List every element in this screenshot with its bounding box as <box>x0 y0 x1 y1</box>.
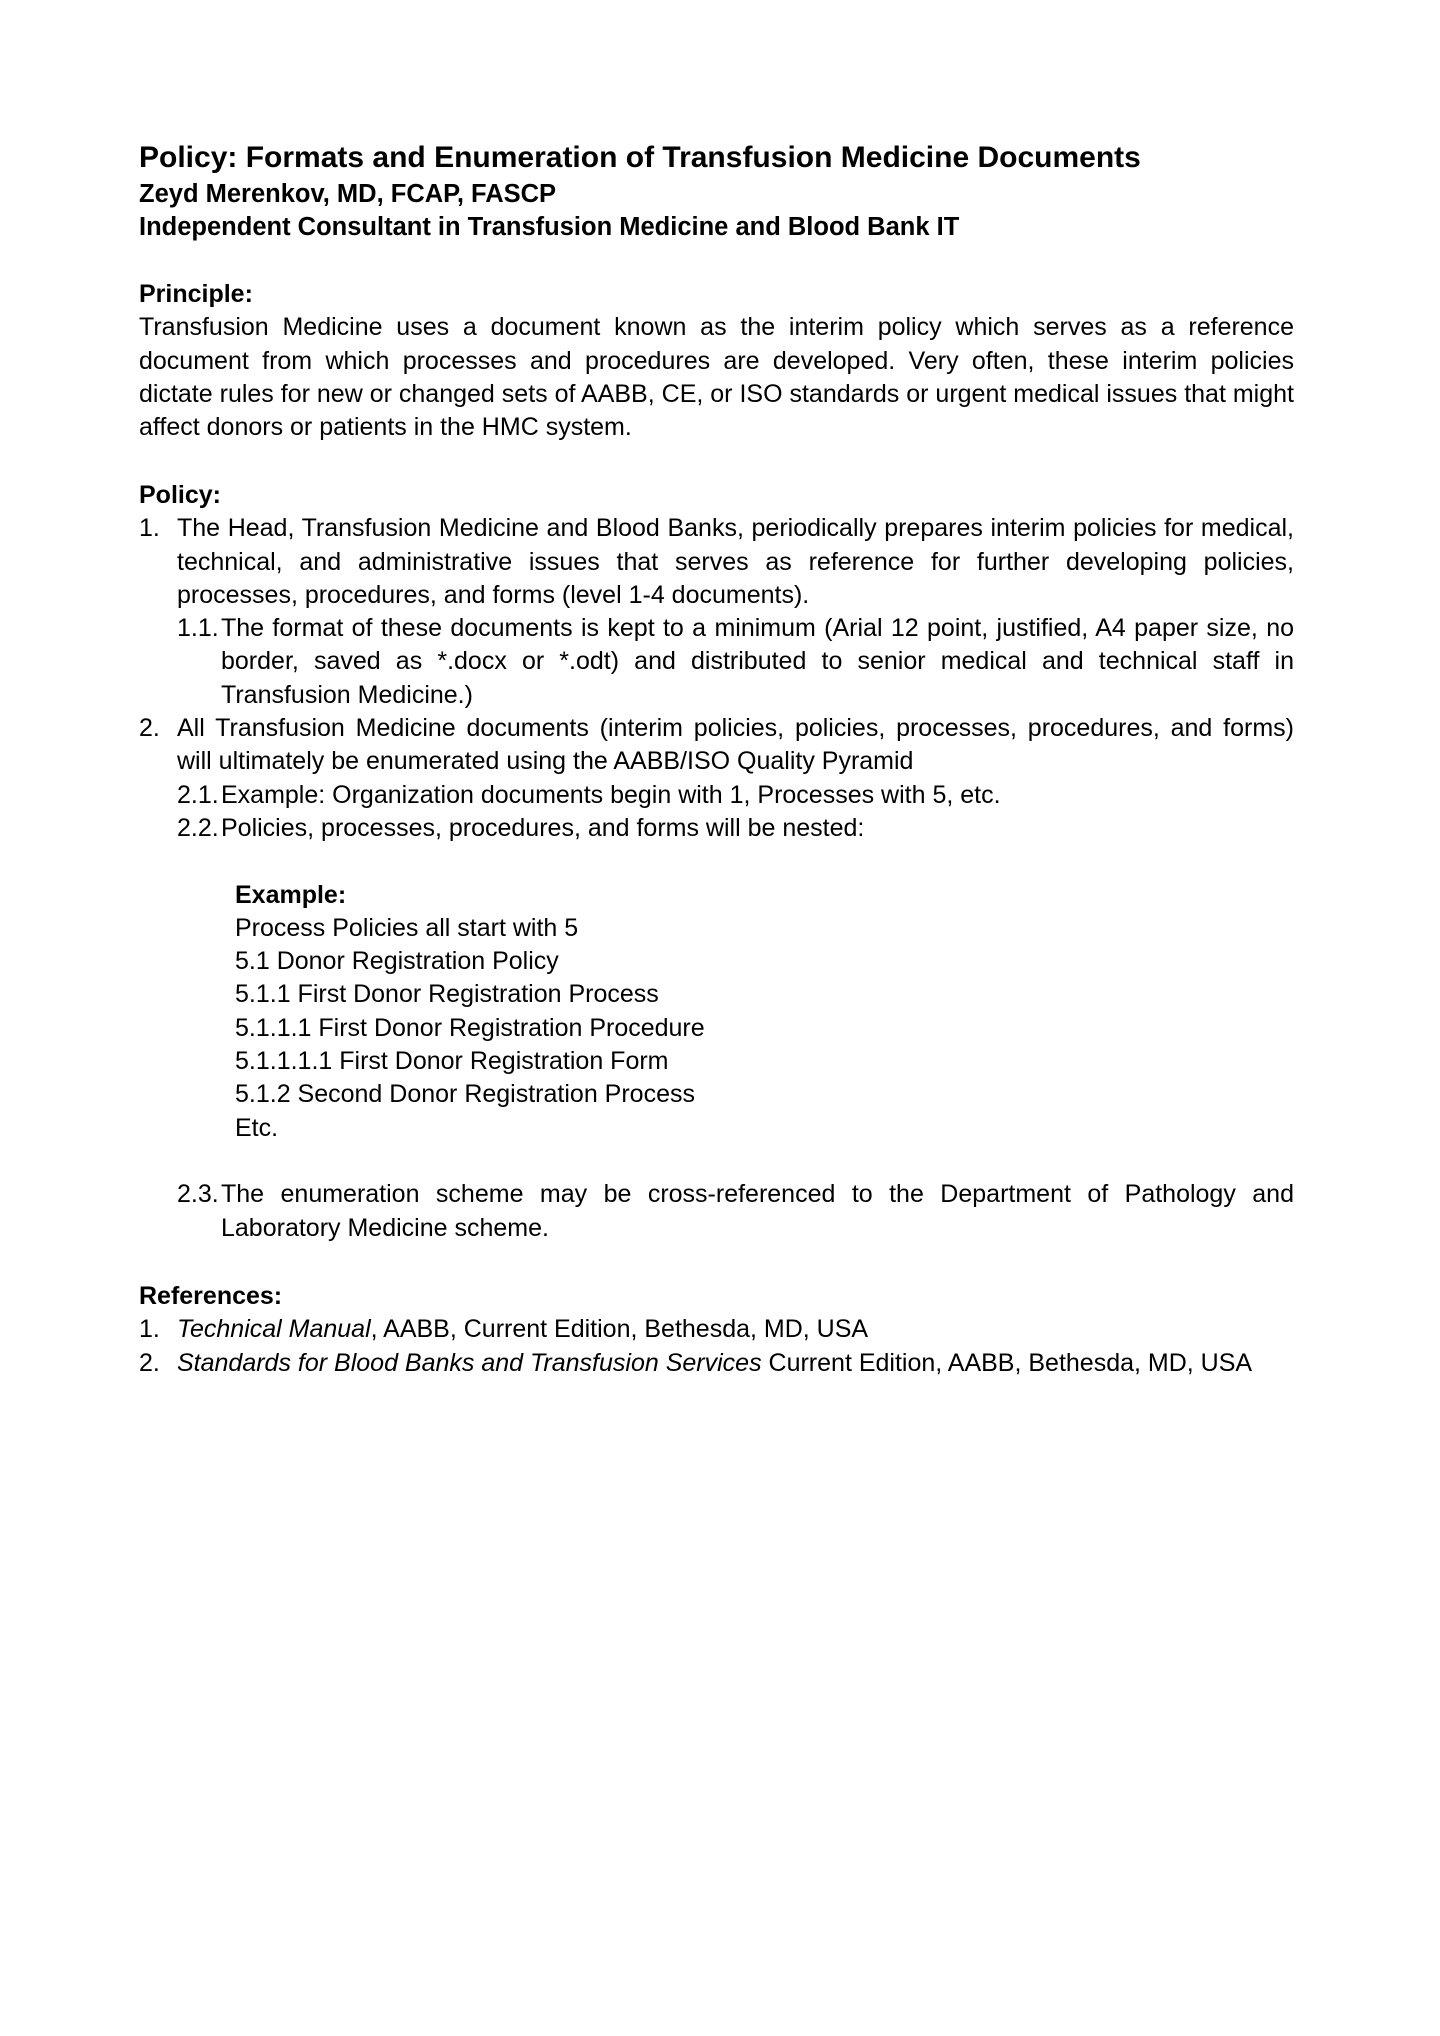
example-line: 5.1.2 Second Donor Registration Process <box>235 1080 695 1109</box>
policy-item-number: 1. <box>139 514 160 543</box>
example-line: 5.1.1 First Donor Registration Process <box>235 980 659 1009</box>
policy-item-2 <box>139 712 1294 779</box>
policy-subitem-2-3 <box>139 1178 1294 1245</box>
policy-subitem-1-1 <box>139 612 1294 712</box>
example-heading: Example: <box>235 880 347 909</box>
policy-subitem-2-2 <box>139 812 1294 845</box>
reference-title: Standards for Blood Banks and Transfusion Services <box>177 1348 762 1377</box>
policy-subitem-2-1 <box>139 779 1294 812</box>
reference-details: , AABB, Current Edition, Bethesda, MD, USA <box>370 1315 869 1344</box>
policy-item-1 <box>139 512 1294 612</box>
policy-subitem-text: The format of these documents is kept to a minimum (Arial 12 point, justified, A4 paper size, no border, saved as *.docx or *.odt) and distributed to senior medical and technical staff in Transfusion Medicine.) <box>221 614 1294 709</box>
policy-subitem-text: Policies, processes, procedures, and forms will be nested: <box>221 813 865 842</box>
blank-line <box>139 1145 1294 1178</box>
principle-section <box>139 278 1294 444</box>
policy-heading: Policy: <box>139 481 221 509</box>
affiliation-line: Independent Consultant in Transfusion Medicine and Blood Bank IT <box>139 213 960 241</box>
example-line: Etc. <box>235 1113 279 1142</box>
policy-subitem-number: 2.1. <box>177 780 219 809</box>
blank-line <box>139 845 1294 878</box>
reference-title: Technical Manual <box>177 1315 371 1344</box>
example-block <box>139 879 1294 1145</box>
author-line: Zeyd Merenkov, MD, FCAP, FASCP <box>139 180 557 208</box>
example-line: 5.1.1.1 First Donor Registration Procedure <box>235 1013 705 1042</box>
policy-subitem-number: 2.2. <box>177 813 219 842</box>
reference-item-2 <box>139 1347 1294 1380</box>
references-section <box>139 1280 1294 1380</box>
principle-text: Transfusion Medicine uses a document known as the interim policy which serves as a reference document from which processes and procedures are developed. Very often, these interim policies dictate rules for new or changed sets of AABB, CE, or ISO standards or urgent medical issues that might affect donors or patients in the HMC system. <box>139 313 1294 442</box>
reference-number: 2. <box>139 1348 160 1377</box>
references-heading: References: <box>139 1282 283 1310</box>
reference-item-1 <box>139 1313 1294 1346</box>
policy-subitem-text: The enumeration scheme may be cross-referenced to the Department of Pathology and Laboratory Medicine scheme. <box>221 1180 1294 1242</box>
policy-subitem-number: 1.1. <box>177 614 219 643</box>
policy-subitem-text: Example: Organization documents begin with 1, Processes with 5, etc. <box>221 780 1001 809</box>
example-line: 5.1 Donor Registration Policy <box>235 947 559 976</box>
reference-number: 1. <box>139 1315 160 1344</box>
principle-heading: Principle: <box>139 280 253 308</box>
policy-item-number: 2. <box>139 714 160 743</box>
example-line: Process Policies all start with 5 <box>235 913 579 942</box>
policy-item-text: The Head, Transfusion Medicine and Blood Banks, periodically prepares interim policies for medical, technical, and administrative issues that serves as reference for further developing policies, processes, procedures, and forms (level 1-4 documents). <box>177 514 1294 609</box>
policy-section <box>139 479 1294 1245</box>
document-title: Policy: Formats and Enumeration of Transfusion Medicine Documents <box>139 141 1141 174</box>
reference-details: Current Edition, AABB, Bethesda, MD, USA <box>761 1348 1253 1377</box>
example-line: 5.1.1.1.1 First Donor Registration Form <box>235 1047 669 1076</box>
policy-subitem-number: 2.3. <box>177 1180 219 1209</box>
policy-item-text: All Transfusion Medicine documents (interim policies, policies, processes, procedures, and forms) will ultimately be enumerated using the AABB/ISO Quality Pyramid <box>177 714 1294 776</box>
